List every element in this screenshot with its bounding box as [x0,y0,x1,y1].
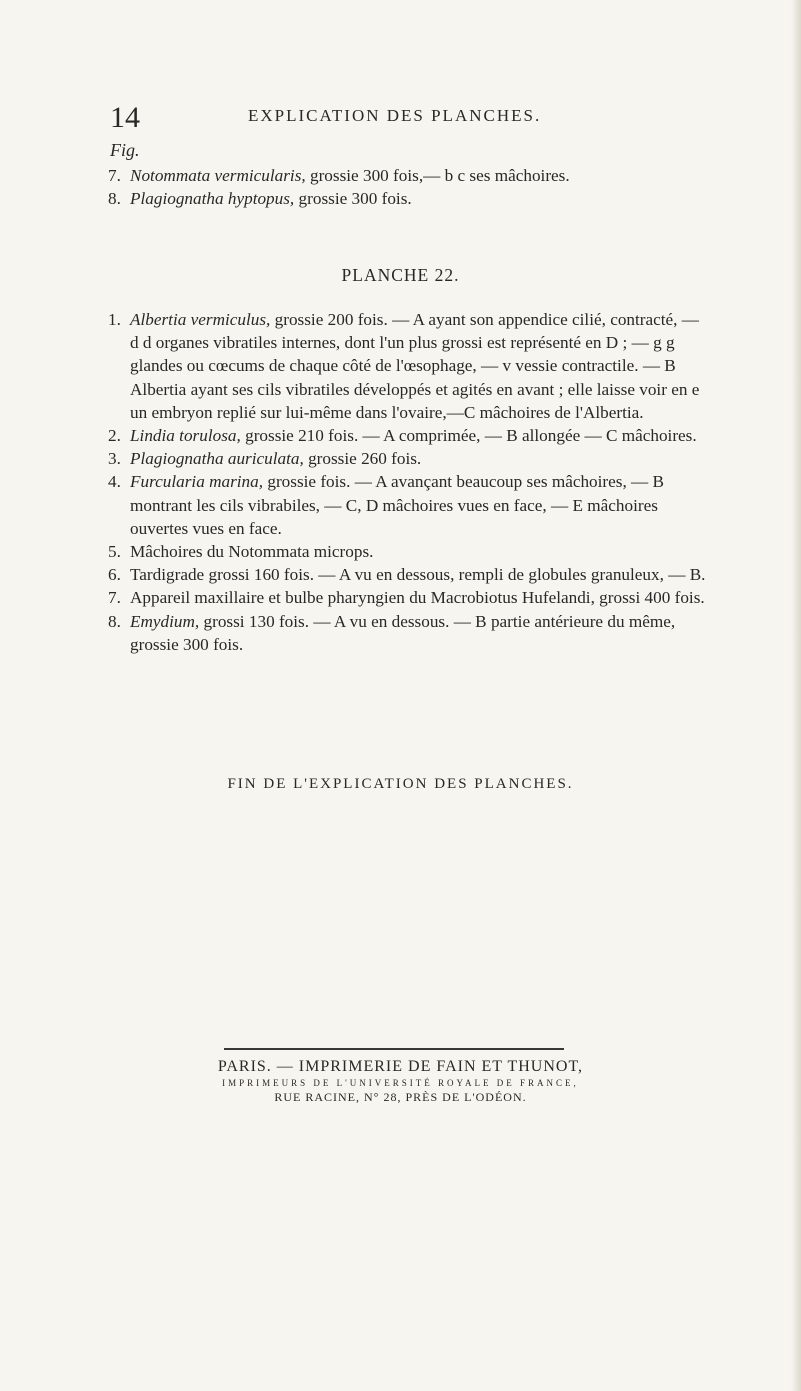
species-name: Plagiognatha hyptopus, [130,189,295,209]
list-item: 1. Albertia vermiculus, grossie 200 fois. — A ayant son appendice cilié, contracté, — d d organes vibratiles internes, dont l'un plus grossi est représenté en D ; — g g glandes ou cœcums de chaque côté de l'œsophage, — v vessie contractile. — B Albertia ayant ses cils vibratiles développés et agités en avant ; elle laisse voir en e un embryon replié sur lui-même dans l'ovaire,—C mâchoires de l'Albertia. [108,310,700,422]
printer-imprint [0,1058,801,1107]
entry-text: grossie 300 fois,— b c ses mâchoires. [305,166,570,185]
entry-text: grossie 210 fois. — A comprimée, — B allongée — C mâchoires. [240,426,697,446]
species-name: Furcularia marina, [130,472,264,492]
list-item: 4. Furcularia marina, grossie fois. — A avançant beaucoup ses mâchoires, — B montrant les cils vibrabiles, — C, D mâchoires vues en face, — E mâchoires ouvertes vues en face. [108,472,664,538]
plate-heading: PLANCHE 22. [341,265,460,285]
entry-text: Tardigrade grossi 160 fois. — A vu en dessous, rempli de globules granuleux, — B. [130,565,706,585]
list-item: 3. Plagiognatha auriculata, grossie 260 fois. [108,449,422,469]
page-edge-shadow [791,0,801,1391]
entry-text: grossie 260 fois. [303,449,422,469]
imprint-line-1: PARIS. — IMPRIMERIE DE FAIN ET THUNOT, [217,1058,584,1075]
divider [224,1048,564,1050]
species-name: Notommata vermicularis, [130,166,306,185]
list-item: 7. Notommata vermicularis, grossie 300 fois,— b c ses mâchoires. [108,166,570,185]
page-number: 14 [110,101,140,134]
top-entry-list [108,164,708,210]
entry-text: grossie fois. — A avançant beaucoup ses mâchoires, — B montrant les cils vibrabiles, — C, D mâchoires vues en face, — E mâchoires ouvertes vues en face. [130,472,664,538]
fig-label: Fig. [110,140,140,160]
running-title: EXPLICATION DES PLANCHES. [248,106,542,125]
species-name: Emydium, [130,611,200,631]
entry-text: Mâchoires du Notommata microps. [130,542,374,562]
species-name: Lindia torulosa, [130,426,241,446]
list-item: 8. Plagiognatha hyptopus, grossie 300 fois. [108,189,412,209]
list-item: 5. Mâchoires du Notommata microps. [108,542,374,562]
species-name: Albertia vermiculus, [130,310,271,329]
list-item: 7. Appareil maxillaire et bulbe pharyngien du Macrobiotus Hufelandi, grossi 400 fois. [108,588,705,608]
list-item: 6. Tardigrade grossi 160 fois. — A vu en dessous, rempli de globules granuleux, — B. [108,565,706,585]
species-name: Plagiognatha auriculata, [130,449,304,469]
entry-text: grossi 130 fois. — A vu en dessous. — B partie antérieure du même, grossie 300 fois. [130,611,676,654]
entry-text: grossie 200 fois. — A ayant son appendice cilié, contracté, — d d organes vibratiles internes, dont l'un plus grossi est représenté en D ; — g g glandes ou cœcums de chaque côté de l'œsophage, — v vessie contractile. — B Albertia ayant ses cils vibratiles développés et agités en avant ; elle laisse voir en e un embryon replié sur lui-même dans l'ovaire,—C mâchoires de l'Albertia. [130,310,700,422]
imprint-line-2: IMPRIMEURS DE L'UNIVERSITÉ ROYALE DE FRANCE, [222,1078,579,1088]
plate-entry-list [108,308,708,656]
entry-text: Appareil maxillaire et bulbe pharyngien du Macrobiotus Hufelandi, grossi 400 fois. [130,588,705,608]
list-item: 8. Emydium, grossi 130 fois. — A vu en dessous. — B partie antérieure du même, grossie 300 fois. [108,611,676,654]
imprint-line-3: RUE RACINE, N° 28, PRÈS DE L'ODÉON. [274,1090,527,1104]
end-note: FIN DE L'EXPLICATION DES PLANCHES. [227,776,574,792]
entry-text: grossie 300 fois. [294,189,412,209]
list-item: 2. Lindia torulosa, grossie 210 fois. — A comprimée, — B allongée — C mâchoires. [108,426,697,446]
page-header [100,100,700,136]
